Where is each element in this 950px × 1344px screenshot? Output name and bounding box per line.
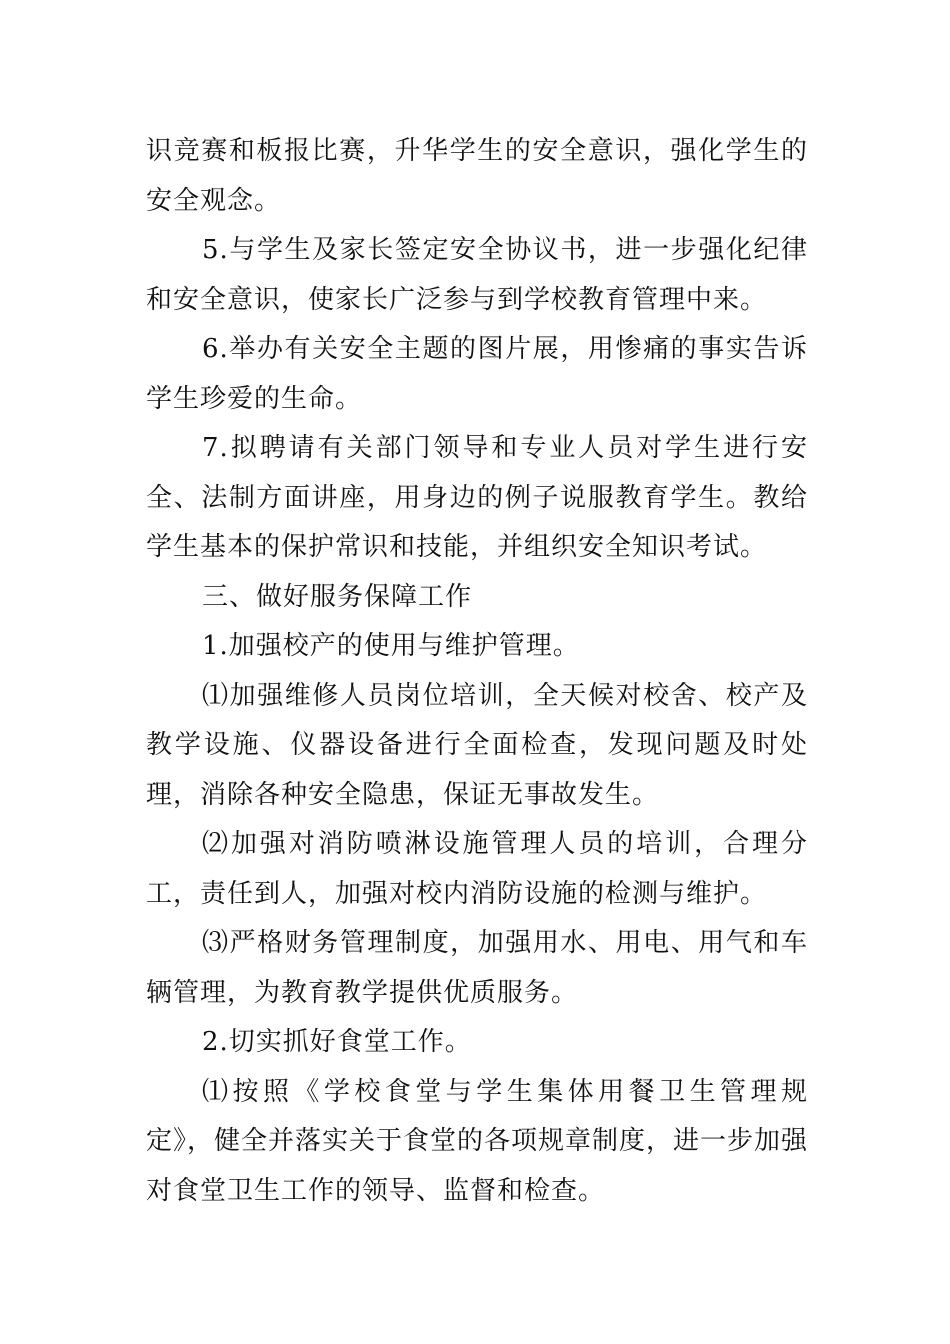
paragraph-1: 识竞赛和板报比赛，升华学生的安全意识，强化学生的安全观念。 [146,136,808,216]
paragraph-9: ⑶严格财务管理制度，加强用水、用电、用气和车辆管理，为教育教学提供优质服务。 [146,928,808,1008]
paragraph-11: ⑴按照《学校食堂与学生集体用餐卫生管理规定》，健全并落实关于食堂的各项规章制度，进一步加强对食堂卫生工作的领导、监督和检查。 [146,1076,809,1206]
paragraph-2: 5.与学生及家长签定安全协议书，进一步强化纪律和安全意识，使家长广泛参与到学校教育管理中来。 [146,235,808,315]
paragraph-7: ⑴加强维修人员岗位培训，全天候对校舍、校产及教学设施、仪器设备进行全面检查，发现问题及时处理，消除各种安全隐患，保证无事故发生。 [146,680,808,810]
paragraph-4: 7.拟聘请有关部门领导和专业人员对学生进行安全、法制方面讲座，用身边的例子说服教育学生。教给学生基本的保护常识和技能，并组织安全知识考试。 [146,433,808,562]
section-heading: 三、做好服务保障工作 [202,581,473,612]
paragraph-10: 2.切实抓好食堂工作。 [202,1027,472,1057]
paragraph-6: 1.加强校产的使用与维护管理。 [202,631,580,661]
paragraph-8: ⑵加强对消防喷淋设施管理人员的培训，合理分工，责任到人，加强对校内消防设施的检测与维护。 [146,829,808,909]
document-body [146,127,808,1216]
paragraph-3: 6.举办有关安全主题的图片展，用惨痛的事实告诉学生珍爱的生命。 [146,334,808,414]
